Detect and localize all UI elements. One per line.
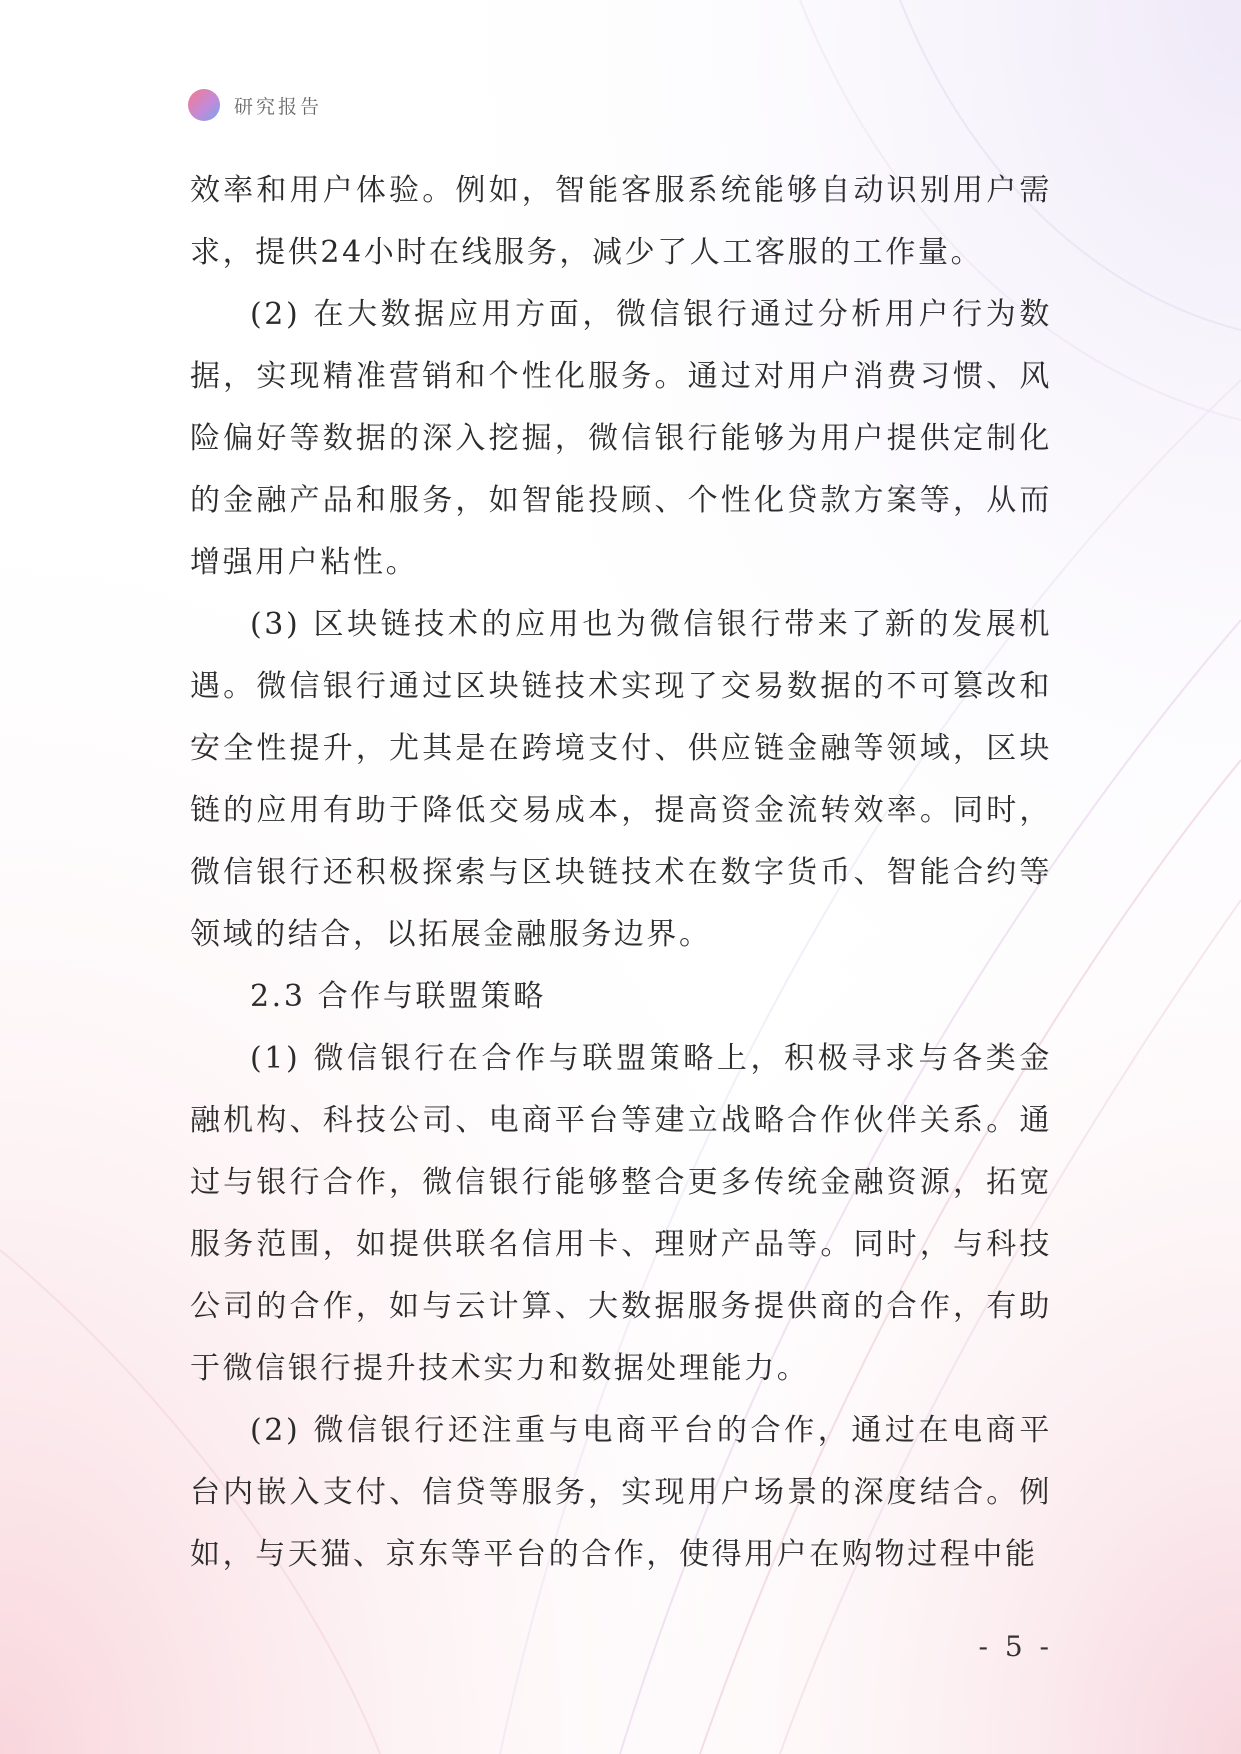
- paragraph-big-data: (2) 在大数据应用方面，微信银行通过分析用户行为数据，实现精准营销和个性化服务。通过对用户消费习惯、风险偏好等数据的深入挖掘，微信银行能够为用户提供定制化的金融产品和服务，如智能投顾、个性化贷款方案等，从而增强用户粘性。: [190, 297, 1052, 580]
- paragraph-cooperation: (1) 微信银行在合作与联盟策略上，积极寻求与各类金融机构、科技公司、电商平台等建立战略合作伙伴关系。通过与银行合作，微信银行能够整合更多传统金融资源，拓宽服务范围，如提供联名信用卡、理财产品等。同时，与科技公司的合作，如与云计算、大数据服务提供商的合作，有助于微信银行提升技术实力和数据处理能力。: [190, 1041, 1052, 1386]
- document-body: [190, 160, 1052, 1586]
- section-heading: 2.3 合作与联盟策略: [250, 979, 546, 1014]
- paragraph-ecommerce: (2) 微信银行还注重与电商平台的合作，通过在电商平台内嵌入支付、信贷等服务，实现用户场景的深度结合。例如，与天猫、京东等平台的合作，使得用户在购物过程中能: [190, 1413, 1052, 1572]
- report-header: [188, 88, 322, 122]
- page-number: - 5 -: [978, 1630, 1053, 1663]
- paragraph-continued: 效率和用户体验。例如，智能客服系统能够自动识别用户需求，提供24小时在线服务，减少了人工客服的工作量。: [190, 173, 1052, 270]
- logo-icon: [188, 89, 220, 121]
- header-title: 研究报告: [234, 95, 323, 118]
- paragraph-blockchain: (3) 区块链技术的应用也为微信银行带来了新的发展机遇。微信银行通过区块链技术实现了交易数据的不可篡改和安全性提升，尤其是在跨境支付、供应链金融等领域，区块链的应用有助于降低交易成本，提高资金流转效率。同时，微信银行还积极探索与区块链技术在数字货币、智能合约等领域的结合，以拓展金融服务边界。: [190, 607, 1052, 952]
